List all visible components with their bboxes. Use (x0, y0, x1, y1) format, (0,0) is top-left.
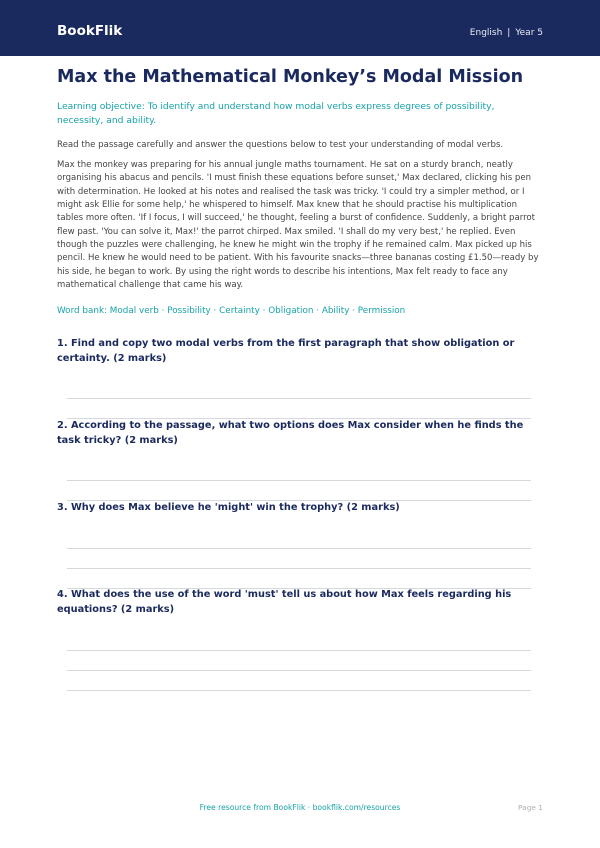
question-4: 4. What does the use of the word 'must' tell us about how Max feels regarding his equations? (2 marks) (57, 589, 512, 615)
worksheet-title: Max the Mathematical Monkey’s Modal Mission (57, 67, 524, 87)
answer-line[interactable] (67, 480, 531, 481)
brand-logo[interactable]: BookFlik (57, 23, 123, 39)
word-bank: Word bank: Modal verb · Possibility · Certainty · Obligation · Ability · Permission (57, 306, 406, 316)
page-number: Page 1 (518, 803, 543, 812)
subject-label: English (469, 28, 503, 38)
question-3: 3. Why does Max believe he 'might' win the trophy? (2 marks) (57, 502, 400, 513)
answer-line[interactable] (67, 568, 531, 569)
header-separator: | (507, 28, 511, 38)
header-bar (0, 0, 600, 56)
reading-passage: Max the monkey was preparing for his annual jungle maths tournament. He sat on a sturdy branch, neatly organising his abacus and pencils. 'I must finish these equations before sunset,' Max declared, clicking his pen with determination. He looked at his notes and realised the task was tricky. 'I could try a simpler method, or I might ask Ellie for some help,' he whispered to himself. Max knew that he should practise his multiplication tables more often. 'If I focus, I will succeed,' he thought, feeling a burst of confidence. Suddenly, a bright parrot flew past. 'You can solve it, Max!' the parrot chirped. Max smiled. 'I shall do my very best,' he replied. Even though the puzzles were challenging, he knew he might win the trophy if he remained calm. Max picked up his pencil. He knew he would need to be patient. With his favourite snacks—three bananas costing £1.50—ready by his side, he began to work. By using the right words to describe his intentions, Max felt ready to face any mathematical challenge that came his way. (57, 160, 539, 291)
footer-resource-link[interactable]: Free resource from BookFlik · bookflik.com/resources (199, 803, 401, 812)
year-label: Year 5 (515, 28, 543, 38)
instructions: Read the passage carefully and answer the questions below to test your understanding of modal verbs. (57, 140, 504, 150)
header-meta (470, 28, 543, 38)
answer-line[interactable] (67, 670, 531, 671)
question-1: 1. Find and copy two modal verbs from the first paragraph that show obligation or certainty. (2 marks) (57, 338, 515, 364)
question-2: 2. According to the passage, what two options does Max consider when he finds the task tricky? (2 marks) (57, 420, 524, 446)
answer-line[interactable] (67, 690, 531, 691)
answer-line[interactable] (67, 548, 531, 549)
learning-objective: Learning objective: To identify and understand how modal verbs express degrees of possibility, necessity, and ability. (57, 101, 495, 126)
answer-line[interactable] (67, 398, 531, 399)
answer-line[interactable] (67, 650, 531, 651)
